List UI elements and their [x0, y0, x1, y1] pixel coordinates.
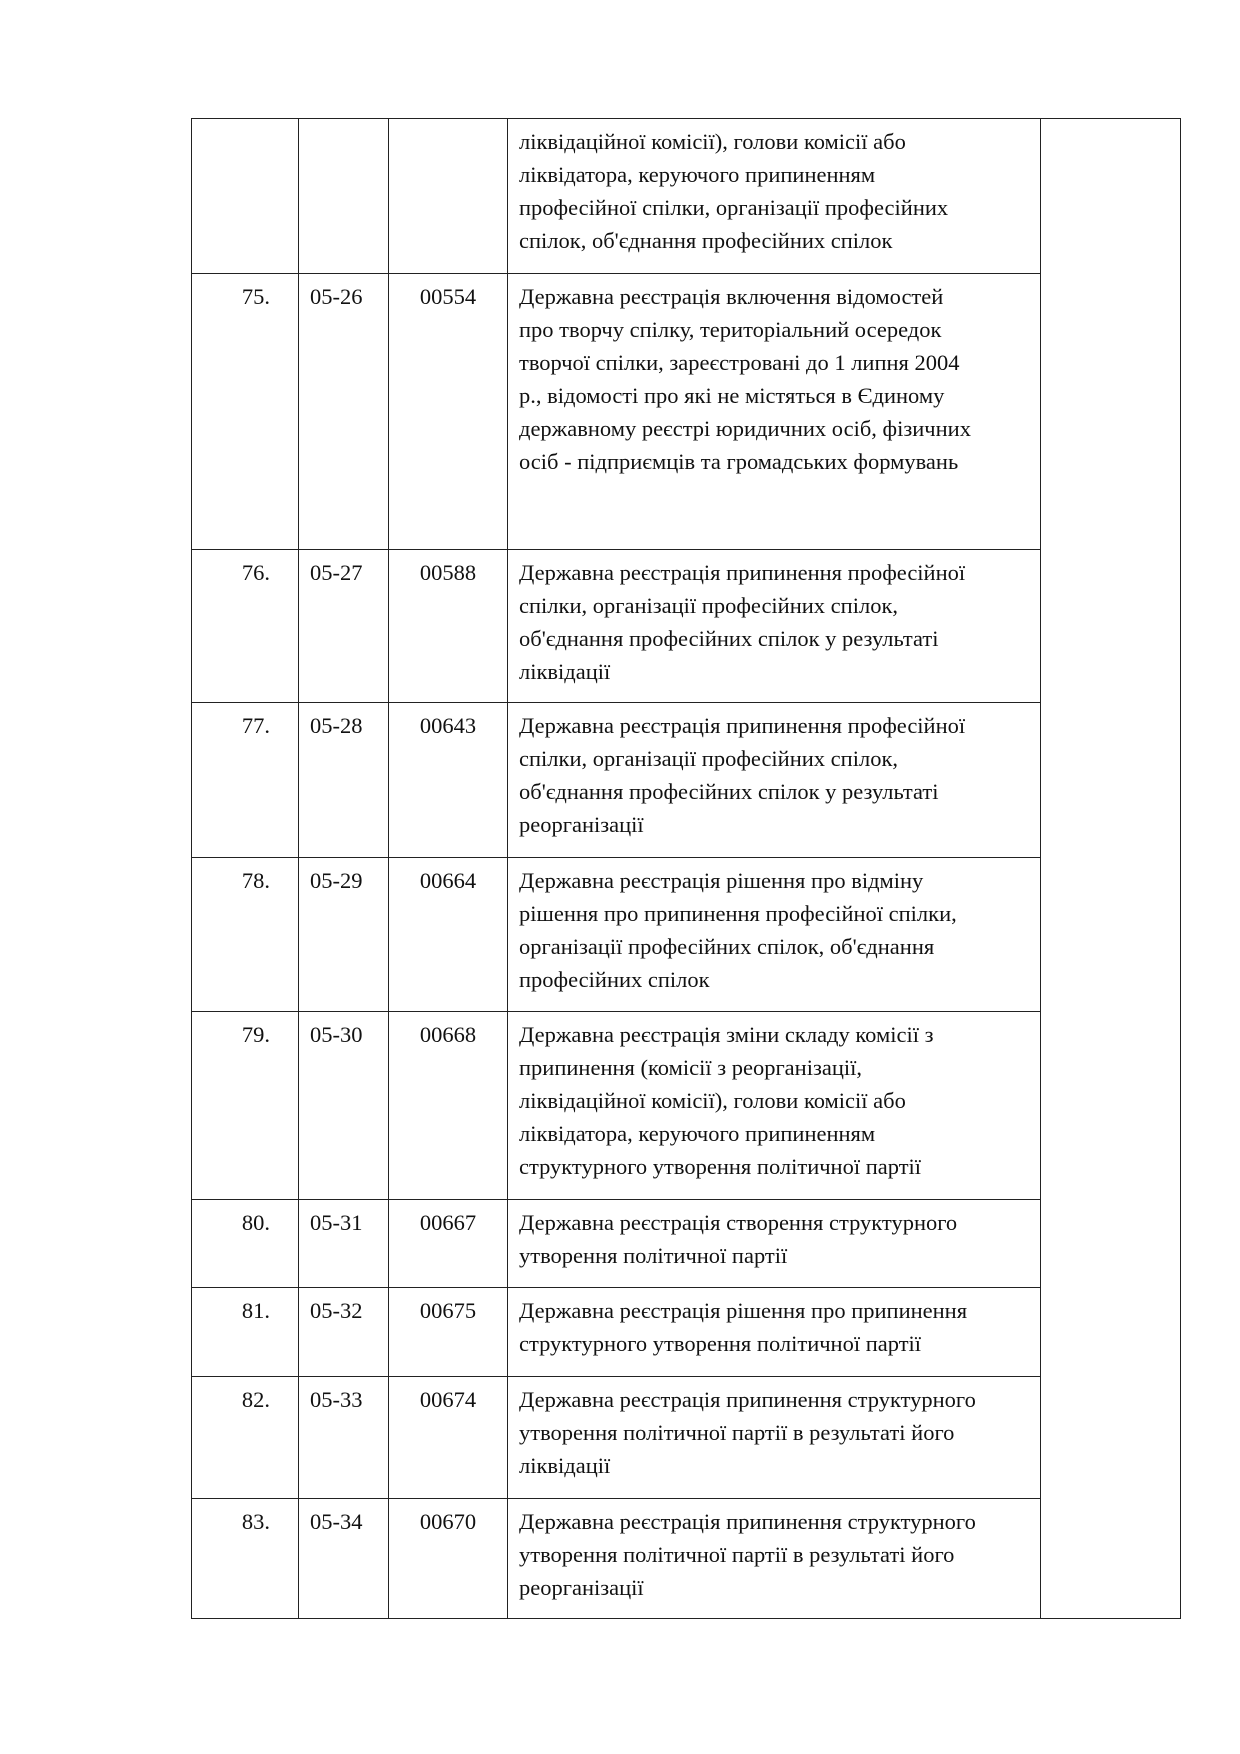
notes-column	[1040, 119, 1180, 1618]
description-line: реорганізації	[519, 1575, 644, 1600]
description-line: ліквідації	[519, 659, 611, 684]
service-id: 00675	[389, 1288, 508, 1376]
service-id: 00668	[389, 1012, 508, 1199]
description-line: структурного утворення політичної партії	[519, 1154, 922, 1179]
service-code: 05-33	[299, 1377, 389, 1498]
service-code	[299, 119, 389, 273]
service-code: 05-30	[299, 1012, 389, 1199]
description-line: Державна реєстрація припинення структурного	[519, 1387, 976, 1412]
service-code: 05-31	[299, 1200, 389, 1287]
row-number: 81.	[192, 1288, 299, 1376]
description-line: Державна реєстрація зміни складу комісії з	[519, 1022, 934, 1047]
description-line: структурного утворення політичної партії	[519, 1331, 922, 1356]
table-row	[192, 703, 1041, 858]
service-id: 00667	[389, 1200, 508, 1287]
table-rows	[192, 119, 1041, 1619]
description-line: спілок, об'єднання професійних спілок	[519, 228, 893, 253]
description-line: реорганізації	[519, 812, 644, 837]
description-line: Державна реєстрація рішення про відміну	[519, 868, 924, 893]
description-line: ліквідації	[519, 1453, 611, 1478]
row-number: 80.	[192, 1200, 299, 1287]
service-id: 00588	[389, 550, 508, 702]
row-number: 75.	[192, 274, 299, 549]
description-line: Державна реєстрація рішення про припинення	[519, 1298, 968, 1323]
row-number: 77.	[192, 703, 299, 857]
service-id: 00674	[389, 1377, 508, 1498]
description-line: ліквідаційної комісії), голови комісії або	[519, 1088, 906, 1113]
service-id: 00664	[389, 858, 508, 1011]
description-line: утворення політичної партії	[519, 1243, 788, 1268]
table-row	[192, 1377, 1041, 1499]
service-description	[508, 703, 1041, 857]
service-code: 05-28	[299, 703, 389, 857]
description-line: Державна реєстрація включення відомостей	[519, 284, 944, 309]
description-line: ліквідатора, керуючого припиненням	[519, 162, 876, 187]
description-line: р., відомості про які не містяться в Єдиному	[519, 383, 945, 408]
description-line: об'єднання професійних спілок у результаті	[519, 779, 939, 804]
description-line: осіб - підприємців та громадських формувань	[519, 449, 959, 474]
description-line: Державна реєстрація створення структурного	[519, 1210, 958, 1235]
service-id: 00670	[389, 1499, 508, 1619]
description-line: ліквідаційної комісії), голови комісії або	[519, 129, 906, 154]
service-description	[508, 1200, 1041, 1287]
table-row	[192, 550, 1041, 703]
table-row	[192, 1288, 1041, 1377]
service-description	[508, 1377, 1041, 1498]
description-line: про творчу спілку, територіальний осередок	[519, 317, 942, 342]
row-number: 78.	[192, 858, 299, 1011]
description-line: професійних спілок	[519, 967, 710, 992]
description-line: Державна реєстрація припинення структурного	[519, 1509, 976, 1534]
table-row	[192, 1200, 1041, 1288]
description-line: творчої спілки, зареєстровані до 1 липня 2004	[519, 350, 960, 375]
description-line: рішення про припинення професійної спілки,	[519, 901, 957, 926]
service-id: 00554	[389, 274, 508, 549]
service-description	[508, 119, 1041, 273]
description-line: об'єднання професійних спілок у результаті	[519, 626, 939, 651]
table-row	[192, 119, 1041, 274]
row-number: 79.	[192, 1012, 299, 1199]
service-id	[389, 119, 508, 273]
description-line: державному реєстрі юридичних осіб, фізичних	[519, 416, 971, 441]
description-line: спілки, організації професійних спілок,	[519, 593, 898, 618]
table-row	[192, 1499, 1041, 1619]
description-line: Державна реєстрація припинення професійної	[519, 713, 966, 738]
services-table	[191, 118, 1181, 1619]
description-line: припинення (комісії з реорганізації,	[519, 1055, 863, 1080]
description-line: Державна реєстрація припинення професійної	[519, 560, 966, 585]
service-code: 05-32	[299, 1288, 389, 1376]
row-number	[192, 119, 299, 273]
table-row	[192, 274, 1041, 550]
description-line: утворення політичної партії в результаті його	[519, 1420, 955, 1445]
service-description	[508, 274, 1041, 549]
service-code: 05-29	[299, 858, 389, 1011]
table-row	[192, 1012, 1041, 1200]
service-description	[508, 1288, 1041, 1376]
row-number: 76.	[192, 550, 299, 702]
description-line: професійної спілки, організації професійних	[519, 195, 949, 220]
service-description	[508, 858, 1041, 1011]
row-number: 83.	[192, 1499, 299, 1619]
service-code: 05-34	[299, 1499, 389, 1619]
service-description	[508, 550, 1041, 702]
service-code: 05-26	[299, 274, 389, 549]
service-id: 00643	[389, 703, 508, 857]
service-description	[508, 1012, 1041, 1199]
table-row	[192, 858, 1041, 1012]
description-line: утворення політичної партії в результаті його	[519, 1542, 955, 1567]
description-line: спілки, організації професійних спілок,	[519, 746, 898, 771]
service-description	[508, 1499, 1041, 1619]
description-line: організації професійних спілок, об'єднання	[519, 934, 935, 959]
row-number: 82.	[192, 1377, 299, 1498]
service-code: 05-27	[299, 550, 389, 702]
description-line: ліквідатора, керуючого припиненням	[519, 1121, 876, 1146]
